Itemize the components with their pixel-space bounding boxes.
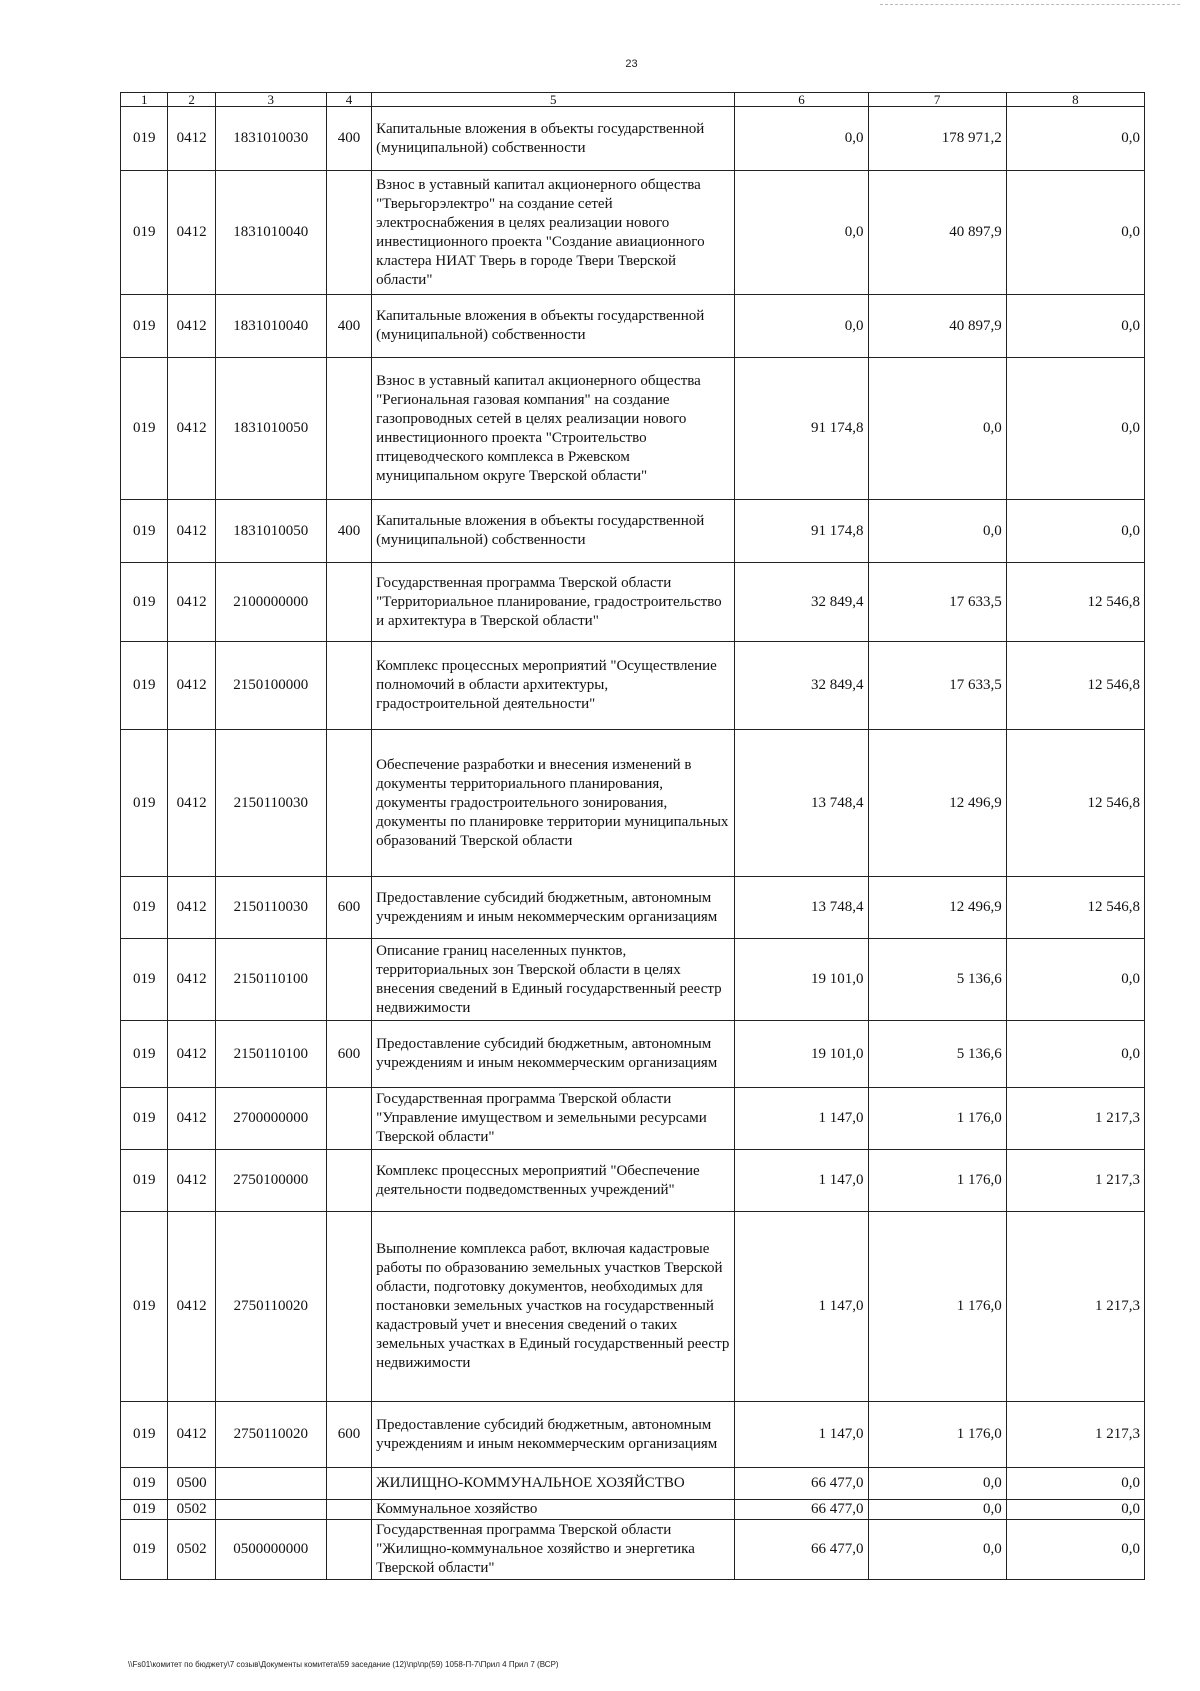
amount-col6-cell: 1 147,0 — [735, 1150, 868, 1212]
kgrbs-cell: 019 — [121, 730, 168, 877]
target-article-cell: 2150110100 — [215, 939, 326, 1021]
amount-col7-cell: 1 176,0 — [868, 1150, 1006, 1212]
item-name-cell: Выполнение комплекса работ, включая кадастровые работы по образованию земельных участков Тверской области, подготовку документов, необходимых для постановки земельных участков на государственный кадастровый учет и внесения сведений о таких земельных участках в Единый государственный реестр недвижимости — [372, 1212, 735, 1402]
amount-col8-cell: 0,0 — [1006, 939, 1144, 1021]
target-article-cell: 2750100000 — [215, 1150, 326, 1212]
amount-col7-cell: 1 176,0 — [868, 1088, 1006, 1150]
expense-type-cell: 400 — [326, 107, 371, 171]
table-row — [121, 1468, 1145, 1500]
section-code-cell: 0500 — [168, 1468, 215, 1500]
table-row — [121, 1212, 1145, 1402]
kgrbs-cell: 019 — [121, 295, 168, 358]
section-code-cell: 0412 — [168, 642, 215, 730]
page-number: 23 — [625, 58, 638, 70]
target-article-cell: 2750110020 — [215, 1402, 326, 1468]
amount-col6-cell: 91 174,8 — [735, 500, 868, 563]
expense-type-cell: 400 — [326, 295, 371, 358]
table-row — [121, 1021, 1145, 1088]
amount-col6-cell: 0,0 — [735, 107, 868, 171]
amount-col8-cell: 1 217,3 — [1006, 1088, 1144, 1150]
amount-col6-cell: 19 101,0 — [735, 939, 868, 1021]
table-row — [121, 730, 1145, 877]
section-code-cell: 0412 — [168, 939, 215, 1021]
expense-type-cell — [326, 730, 371, 877]
expense-type-cell: 400 — [326, 500, 371, 563]
amount-col8-cell: 1 217,3 — [1006, 1150, 1144, 1212]
item-name-cell: Капитальные вложения в объекты государственной (муниципальной) собственности — [372, 295, 735, 358]
section-code-cell: 0412 — [168, 1402, 215, 1468]
amount-col8-cell: 0,0 — [1006, 295, 1144, 358]
kgrbs-cell: 019 — [121, 642, 168, 730]
amount-col8-cell: 12 546,8 — [1006, 730, 1144, 877]
table-row — [121, 563, 1145, 642]
item-name-cell: Комплекс процессных мероприятий "Обеспечение деятельности подведомственных учреждений" — [372, 1150, 735, 1212]
table-row — [121, 877, 1145, 939]
expense-type-cell: 600 — [326, 1402, 371, 1468]
amount-col8-cell: 0,0 — [1006, 107, 1144, 171]
table-row — [121, 1500, 1145, 1520]
expense-type-cell: 600 — [326, 877, 371, 939]
target-article-cell: 2700000000 — [215, 1088, 326, 1150]
target-article-cell: 2100000000 — [215, 563, 326, 642]
expense-type-cell — [326, 1520, 371, 1580]
table-row — [121, 1088, 1145, 1150]
amount-col7-cell: 40 897,9 — [868, 171, 1006, 295]
amount-col6-cell: 1 147,0 — [735, 1088, 868, 1150]
section-code-cell: 0412 — [168, 1088, 215, 1150]
target-article-cell: 2150100000 — [215, 642, 326, 730]
amount-col7-cell: 17 633,5 — [868, 642, 1006, 730]
amount-col7-cell: 178 971,2 — [868, 107, 1006, 171]
target-article-cell: 2150110100 — [215, 1021, 326, 1088]
target-article-cell: 1831010050 — [215, 358, 326, 500]
kgrbs-cell: 019 — [121, 1021, 168, 1088]
item-name-cell: ЖИЛИЩНО-КОММУНАЛЬНОЕ ХОЗЯЙСТВО — [372, 1468, 735, 1500]
section-code-cell: 0412 — [168, 107, 215, 171]
target-article-cell: 0500000000 — [215, 1520, 326, 1580]
table-row — [121, 500, 1145, 563]
item-name-cell: Предоставление субсидий бюджетным, автономным учреждениям и иным некоммерческим организациям — [372, 1402, 735, 1468]
column-number: 5 — [372, 93, 735, 107]
item-name-cell: Капитальные вложения в объекты государственной (муниципальной) собственности — [372, 107, 735, 171]
amount-col8-cell: 0,0 — [1006, 1500, 1144, 1520]
amount-col8-cell: 0,0 — [1006, 171, 1144, 295]
amount-col7-cell: 5 136,6 — [868, 939, 1006, 1021]
table-row — [121, 358, 1145, 500]
kgrbs-cell: 019 — [121, 1402, 168, 1468]
target-article-cell: 1831010050 — [215, 500, 326, 563]
item-name-cell: Предоставление субсидий бюджетным, автономным учреждениям и иным некоммерческим организациям — [372, 877, 735, 939]
expense-type-cell — [326, 171, 371, 295]
amount-col7-cell: 17 633,5 — [868, 563, 1006, 642]
item-name-cell: Предоставление субсидий бюджетным, автономным учреждениям и иным некоммерческим организациям — [372, 1021, 735, 1088]
item-name-cell: Обеспечение разработки и внесения изменений в документы территориального планирования, документы градостроительного зонирования, документы по планировке территории муниципальных образований Тверской области — [372, 730, 735, 877]
scan-artifact-line — [880, 4, 1180, 7]
kgrbs-cell: 019 — [121, 877, 168, 939]
target-article-cell: 2750110020 — [215, 1212, 326, 1402]
column-number: 1 — [121, 93, 168, 107]
item-name-cell: Коммунальное хозяйство — [372, 1500, 735, 1520]
kgrbs-cell: 019 — [121, 1088, 168, 1150]
amount-col8-cell: 0,0 — [1006, 1520, 1144, 1580]
kgrbs-cell: 019 — [121, 107, 168, 171]
amount-col6-cell: 1 147,0 — [735, 1212, 868, 1402]
amount-col7-cell: 12 496,9 — [868, 877, 1006, 939]
table-row — [121, 642, 1145, 730]
expense-type-cell — [326, 1212, 371, 1402]
amount-col7-cell: 1 176,0 — [868, 1212, 1006, 1402]
kgrbs-cell: 019 — [121, 939, 168, 1021]
amount-col6-cell: 91 174,8 — [735, 358, 868, 500]
expense-type-cell: 600 — [326, 1021, 371, 1088]
amount-col7-cell: 40 897,9 — [868, 295, 1006, 358]
column-number: 7 — [868, 93, 1006, 107]
table-row — [121, 939, 1145, 1021]
section-code-cell: 0502 — [168, 1520, 215, 1580]
amount-col6-cell: 13 748,4 — [735, 730, 868, 877]
section-code-cell: 0412 — [168, 1212, 215, 1402]
amount-col8-cell: 1 217,3 — [1006, 1212, 1144, 1402]
target-article-cell — [215, 1468, 326, 1500]
expense-type-cell — [326, 939, 371, 1021]
item-name-cell: Взнос в уставный капитал акционерного общества "Региональная газовая компания" на создание газопроводных сетей в целях реализации нового инвестиционного проекта "Строительство птицеводческого комплекса в Ржевском муниципальном округе Тверской области" — [372, 358, 735, 500]
amount-col6-cell: 32 849,4 — [735, 563, 868, 642]
expense-type-cell — [326, 1500, 371, 1520]
section-code-cell: 0412 — [168, 1021, 215, 1088]
column-number-row — [121, 93, 1145, 107]
amount-col6-cell: 0,0 — [735, 295, 868, 358]
section-code-cell: 0412 — [168, 730, 215, 877]
target-article-cell: 1831010030 — [215, 107, 326, 171]
amount-col6-cell: 32 849,4 — [735, 642, 868, 730]
amount-col6-cell: 66 477,0 — [735, 1520, 868, 1580]
amount-col7-cell: 0,0 — [868, 1468, 1006, 1500]
item-name-cell: Комплекс процессных мероприятий "Осуществление полномочий в области архитектуры, градостроительной деятельности" — [372, 642, 735, 730]
kgrbs-cell: 019 — [121, 563, 168, 642]
section-code-cell: 0412 — [168, 500, 215, 563]
kgrbs-cell: 019 — [121, 1520, 168, 1580]
kgrbs-cell: 019 — [121, 1500, 168, 1520]
amount-col7-cell: 0,0 — [868, 500, 1006, 563]
kgrbs-cell: 019 — [121, 171, 168, 295]
budget-table — [120, 92, 1145, 1580]
footer-file-path: \\Fs01\комитет по бюджету\7 созыв\Документы комитета\59 заседание (12)\пр\пр(59) 1058-П-7\Прил 4 Прил 7 (ВСР) — [128, 1660, 559, 1669]
amount-col8-cell: 12 546,8 — [1006, 563, 1144, 642]
table-row — [121, 1402, 1145, 1468]
amount-col8-cell: 0,0 — [1006, 1021, 1144, 1088]
target-article-cell — [215, 1500, 326, 1520]
kgrbs-cell: 019 — [121, 1468, 168, 1500]
expense-type-cell — [326, 642, 371, 730]
item-name-cell: Описание границ населенных пунктов, территориальных зон Тверской области в целях внесения сведений в Единый государственный реестр недвижимости — [372, 939, 735, 1021]
amount-col8-cell: 12 546,8 — [1006, 642, 1144, 730]
section-code-cell: 0412 — [168, 1150, 215, 1212]
table-row — [121, 1520, 1145, 1580]
amount-col6-cell: 66 477,0 — [735, 1500, 868, 1520]
amount-col8-cell: 0,0 — [1006, 1468, 1144, 1500]
amount-col6-cell: 13 748,4 — [735, 877, 868, 939]
amount-col7-cell: 0,0 — [868, 1500, 1006, 1520]
amount-col7-cell: 5 136,6 — [868, 1021, 1006, 1088]
column-number: 6 — [735, 93, 868, 107]
expense-type-cell — [326, 1088, 371, 1150]
amount-col6-cell: 1 147,0 — [735, 1402, 868, 1468]
amount-col8-cell: 1 217,3 — [1006, 1402, 1144, 1468]
section-code-cell: 0412 — [168, 171, 215, 295]
amount-col7-cell: 12 496,9 — [868, 730, 1006, 877]
section-code-cell: 0502 — [168, 1500, 215, 1520]
kgrbs-cell: 019 — [121, 1150, 168, 1212]
expense-type-cell — [326, 358, 371, 500]
item-name-cell: Государственная программа Тверской области "Жилищно-коммунальное хозяйство и энергетика Тверской области" — [372, 1520, 735, 1580]
amount-col8-cell: 0,0 — [1006, 500, 1144, 563]
section-code-cell: 0412 — [168, 358, 215, 500]
target-article-cell: 2150110030 — [215, 730, 326, 877]
amount-col6-cell: 19 101,0 — [735, 1021, 868, 1088]
amount-col8-cell: 12 546,8 — [1006, 877, 1144, 939]
expense-type-cell — [326, 563, 371, 642]
expense-type-cell — [326, 1150, 371, 1212]
table-row — [121, 295, 1145, 358]
amount-col8-cell: 0,0 — [1006, 358, 1144, 500]
column-number: 3 — [215, 93, 326, 107]
item-name-cell: Капитальные вложения в объекты государственной (муниципальной) собственности — [372, 500, 735, 563]
amount-col7-cell: 0,0 — [868, 1520, 1006, 1580]
section-code-cell: 0412 — [168, 295, 215, 358]
section-code-cell: 0412 — [168, 563, 215, 642]
table-row — [121, 1150, 1145, 1212]
amount-col7-cell: 1 176,0 — [868, 1402, 1006, 1468]
table-row — [121, 171, 1145, 295]
kgrbs-cell: 019 — [121, 500, 168, 563]
item-name-cell: Государственная программа Тверской области "Управление имуществом и земельными ресурсами Тверской области" — [372, 1088, 735, 1150]
column-number: 2 — [168, 93, 215, 107]
section-code-cell: 0412 — [168, 877, 215, 939]
item-name-cell: Взнос в уставный капитал акционерного общества "Тверьгорэлектро" на создание сетей электроснабжения в целях реализации нового инвестиционного проекта "Создание авиационного кластера НИАТ Тверь в городе Твери Тверской области" — [372, 171, 735, 295]
item-name-cell: Государственная программа Тверской области "Территориальное планирование, градостроительство и архитектура в Тверской области" — [372, 563, 735, 642]
kgrbs-cell: 019 — [121, 358, 168, 500]
target-article-cell: 1831010040 — [215, 171, 326, 295]
kgrbs-cell: 019 — [121, 1212, 168, 1402]
column-number: 8 — [1006, 93, 1144, 107]
target-article-cell: 2150110030 — [215, 877, 326, 939]
amount-col6-cell: 0,0 — [735, 171, 868, 295]
target-article-cell: 1831010040 — [215, 295, 326, 358]
column-number: 4 — [326, 93, 371, 107]
expense-type-cell — [326, 1468, 371, 1500]
table-row — [121, 107, 1145, 171]
amount-col6-cell: 66 477,0 — [735, 1468, 868, 1500]
amount-col7-cell: 0,0 — [868, 358, 1006, 500]
